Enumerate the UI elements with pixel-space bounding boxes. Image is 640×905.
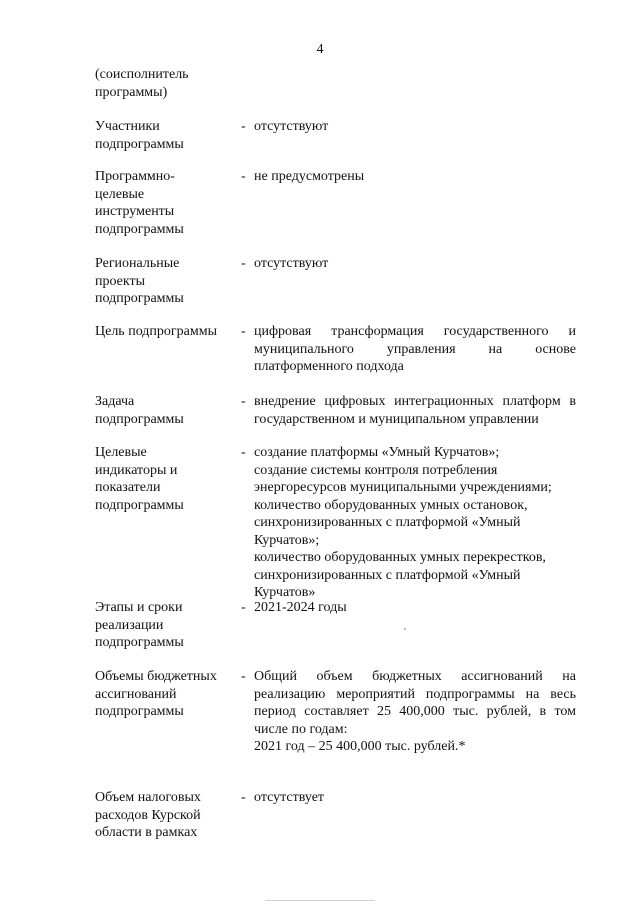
page-number: 4 (316, 42, 324, 57)
scan-speck (404, 628, 406, 630)
scan-edge-mark (265, 900, 375, 901)
row-label: Этапы и сроки реализации подпрограммы (95, 600, 184, 650)
row-label: Цель подпрограммы (95, 324, 217, 339)
row-value: отсутствует (254, 790, 325, 805)
row-label: Задача подпрограммы (95, 394, 184, 427)
row-dash: - (241, 394, 246, 409)
row-dash: - (241, 119, 246, 134)
row-label: Целевые индикаторы и показатели подпрограммы (95, 445, 184, 513)
row-value: цифровая трансформация государственного и муниципального управления на основе платформенного подхода (254, 324, 576, 374)
row-dash: - (241, 669, 246, 684)
row-label: Объемы бюджетных ассигнований подпрограммы (95, 669, 217, 719)
row-dash: - (241, 600, 246, 615)
row-value: внедрение цифровых интеграционных платформ в государственном и муниципальном управлении (254, 394, 576, 427)
row-label: Объем налоговых расходов Курской области в рамках (95, 790, 201, 840)
row-label: Участники подпрограммы (95, 119, 184, 152)
row-value: не предусмотрены (254, 169, 365, 184)
row-label: Программно- целевые инструменты подпрограммы (95, 169, 184, 237)
row-label: Региональные проекты подпрограммы (95, 256, 184, 306)
row-value: создание платформы «Умный Курчатов»; создание системы контроля потребления энергоресурсов муниципальными учреждениями; количество оборудованных умных остановок, синхронизированных с платформой «Умный Курчатов»; количество оборудованных умных перекрестков, синхронизированных с платформой «Умный Курчатов» (254, 445, 552, 600)
row-value: отсутствуют (254, 256, 329, 271)
row-value: 2021-2024 годы (254, 600, 347, 615)
row-value: Общий объем бюджетных ассигнований на реализацию мероприятий подпрограммы на весь период составляет 25 400,000 тыс. рублей, в том числе по годам: 2021 год – 25 400,000 тыс. рублей.* (254, 669, 576, 754)
row-dash: - (241, 169, 246, 184)
row-dash: - (241, 445, 246, 460)
row-value: отсутствуют (254, 119, 329, 134)
row-dash: - (241, 324, 246, 339)
row-dash: - (241, 790, 246, 805)
row-dash: - (241, 256, 246, 271)
row-label: (соисполнитель программы) (95, 67, 189, 100)
